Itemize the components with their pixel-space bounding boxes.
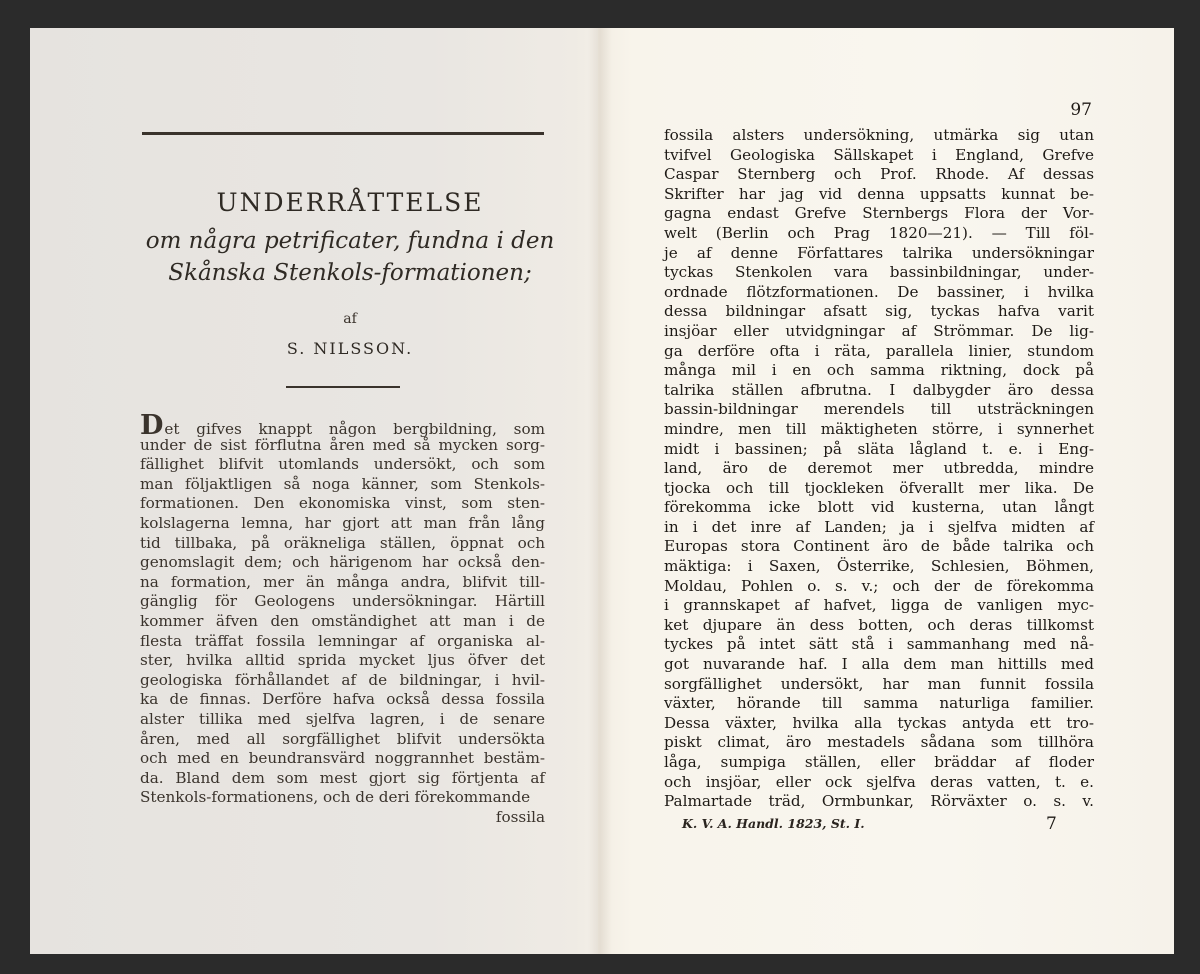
article-title: UNDERRÅTTELSE xyxy=(216,188,484,217)
body-line: got nuvarande haf. I alla dem man hittills med xyxy=(664,655,1094,674)
body-line: tyckas Stenkolen vara bassinbildningar, under- xyxy=(664,263,1094,282)
body-line: ster, hvilka alltid sprida mycket ljus öfver det xyxy=(140,651,545,670)
body-line: gagna endast Grefve Sternbergs Flora der Vor- xyxy=(664,204,1094,223)
sheet-number: 7 xyxy=(1046,814,1057,834)
body-line: och med en beundransvärd noggrannhet bestäm- xyxy=(140,749,545,768)
body-line: ka de finnas. Derföre hafva också dessa fossila xyxy=(140,690,545,709)
page-number: 97 xyxy=(1070,100,1092,120)
body-line: mindre, men till mäktigheten större, i synnerhet xyxy=(664,419,1094,438)
body-line: welt (Berlin och Prag 1820—21). — Till föl- xyxy=(664,223,1094,242)
body-line: geologiska förhållandet af de bildningar, i hvil- xyxy=(140,670,545,689)
body-line: bassin-bildningar merendels till utsträckningen xyxy=(664,400,1094,419)
body-line: insjöar eller utvidgningar af Strömmar. De lig- xyxy=(664,321,1094,340)
body-line: åren, med all sorgfällighet blifvit undersökta xyxy=(140,729,545,748)
header-rule xyxy=(142,132,544,135)
body-line: piskt climat, äro mestadels sådana som tillhöra xyxy=(664,733,1094,752)
body-line: Palmartade träd, Ormbunkar, Rörväxter o. s. v. xyxy=(664,792,1094,811)
body-line: alster tillika med sjelfva lagren, i de senare xyxy=(140,709,545,728)
body-line: låga, sumpiga ställen, eller bräddar af floder xyxy=(664,753,1094,771)
catchword: fossila xyxy=(495,807,545,826)
body-line: ordnade flötzformationen. De bassiner, i hvilka xyxy=(664,282,1094,301)
body-line: tjocka och till tjockleken öfverallt mer lika. De xyxy=(664,478,1094,497)
body-line: ket djupare än dess botten, och deras tillkomst xyxy=(664,615,1094,634)
body-line: man följaktligen så noga känner, som Stenkols- xyxy=(140,474,545,493)
body-line: många mil i en och samma riktning, dock på xyxy=(664,361,1094,380)
body-line: Moldau, Pohlen o. s. v.; och der de förekomma xyxy=(664,576,1094,595)
body-line: under de sist förflutna åren med så mycken sorg- xyxy=(140,435,545,454)
right-body-text xyxy=(664,126,1094,812)
body-line: dessa bildningar afsatt sig, tyckas hafva varit xyxy=(664,302,1094,321)
body-line: växter, hörande till samma naturliga familier. xyxy=(664,694,1094,713)
body-line: tyckes på intet sätt stå i sammanhang med nå- xyxy=(664,635,1094,654)
body-line: in i det inre af Landen; ja i sjelfva midten af xyxy=(664,517,1094,536)
body-line: Europas stora Continent äro de både talrika och xyxy=(664,537,1094,556)
body-line: mäktiga: i Saxen, Österrike, Schlesien, Böhmen, xyxy=(664,557,1094,576)
footer-signature: K. V. A. Handl. 1823, St. I. xyxy=(682,816,865,831)
body-line: tvifvel Geologiska Sällskapet i England, Grefve xyxy=(664,145,1094,164)
right-page xyxy=(598,28,1174,954)
body-line: förekomma icke blott vid kusterna, utan långt xyxy=(664,498,1094,517)
article-subtitle-line-2: Skånska Stenkols-formationen; xyxy=(168,260,532,286)
body-line: talrika ställen afbrutna. I dalbygder äro dessa xyxy=(664,380,1094,399)
body-line: kommer äfven den omständighet att man i de xyxy=(140,611,545,630)
body-line: gänglig för Geologens undersökningar. Härtill xyxy=(140,592,545,611)
body-line: ga derföre ofta i räta, parallela linier, stundom xyxy=(664,341,1094,360)
body-line-first xyxy=(140,410,545,441)
body-line: land, äro de deremot mer utbredda, mindre xyxy=(664,459,1094,478)
body-line: Stenkols-formationens, och de deri förekommande xyxy=(140,788,531,807)
body-line: kolslagerna lemna, har gjort att man från lång xyxy=(140,513,545,532)
byline-word: af xyxy=(343,311,357,327)
body-line: fällighet blifvit utomlands undersökt, och som xyxy=(140,455,545,474)
body-line: flesta träffat fossila lemningar af organiska al- xyxy=(140,631,545,650)
body-line: och insjöar, eller ock sjelfva deras vatten, t. e. xyxy=(664,772,1094,791)
drop-cap: D xyxy=(140,410,164,441)
left-page xyxy=(30,28,598,954)
body-line: da. Bland dem som mest gjort sig förtjenta af xyxy=(140,768,545,787)
body-line: i grannskapet af hafvet, ligga de vanligen myc- xyxy=(664,596,1094,615)
body-line: midt i bassinen; på släta lågland t. e. i Eng- xyxy=(664,439,1094,458)
author-name: S. NILSSON. xyxy=(286,339,414,358)
separator-rule xyxy=(286,386,400,388)
body-line: Skrifter har jag vid denna uppsatts kunnat be- xyxy=(664,184,1094,203)
body-line: formationen. Den ekonomiska vinst, som sten- xyxy=(140,494,545,513)
body-line: je af denne Författares talrika undersökningar xyxy=(664,243,1094,262)
left-body-text xyxy=(140,410,545,827)
body-line: tid tillbaka, på oräkneliga ställen, öppnat och xyxy=(140,533,545,552)
article-subtitle-line-1: om några petrificater, fundna i den xyxy=(145,228,555,254)
body-line: genomslagit dem; och härigenom har också den- xyxy=(140,553,545,572)
book-scan xyxy=(30,28,1174,954)
body-line: sorgfällighet undersökt, har man funnit fossila xyxy=(664,674,1094,693)
gutter-shadow xyxy=(588,28,612,954)
first-line-text: et gifves knappt någon bergbildning, som xyxy=(164,420,545,438)
body-line: na formation, mer än många andra, blifvit till- xyxy=(140,572,545,591)
body-line: Caspar Sternberg och Prof. Rhode. Af dessas xyxy=(664,165,1094,184)
body-line: fossila alsters undersökning, utmärka sig utan xyxy=(664,126,1094,144)
body-line: Dessa växter, hvilka alla tyckas antyda ett tro- xyxy=(664,713,1094,732)
